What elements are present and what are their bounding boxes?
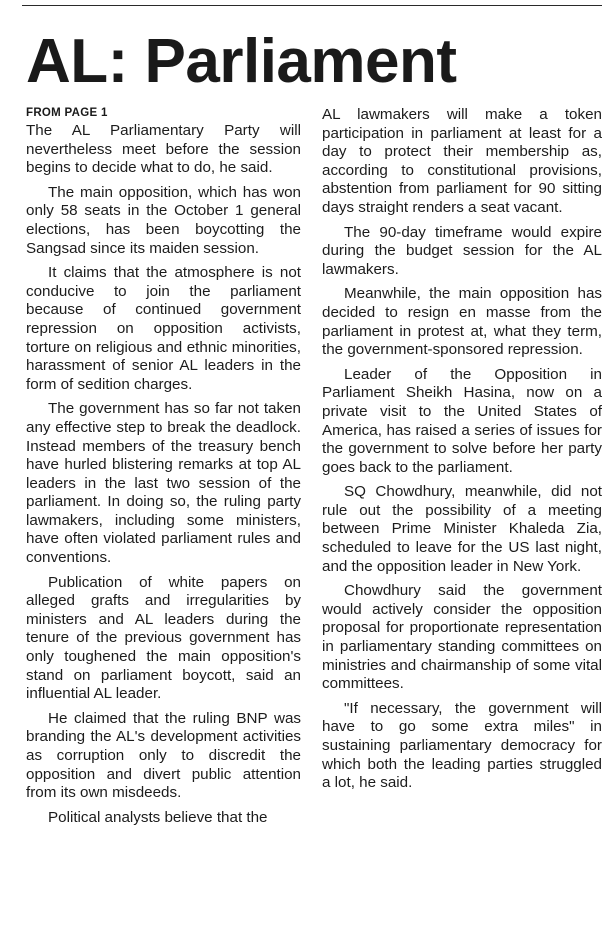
kicker: FROM PAGE 1 <box>26 107 108 119</box>
paragraph: SQ Chowdhury, meanwhile, did not rule out the possibility of a meeting between Prime Minister Khaleda Zia, scheduled to leave for the US last night, and the opposition leader in New York. <box>322 483 602 575</box>
paragraph: Leader of the Opposition in Parliament Sheikh Hasina, now on a private visit to the United States of America, has raised a series of issues for the government to solve before her party goes back to the parliament. <box>322 365 602 476</box>
left-column <box>26 106 301 833</box>
paragraph: He claimed that the ruling BNP was branding the AL's development activities as corruption only to discredit the opposition and divert public attention from its own misdeeds. <box>26 709 301 802</box>
paragraph: "If necessary, the government will have to go some extra miles" in sustaining parliamentary democracy for which both the leading parties struggled a lot, he said. <box>322 699 602 792</box>
paragraph: Chowdhury said the government would actively consider the opposition proposal for proportionate representation in parliamentary standing committees on ministries and chairmanship of some vital committees. <box>322 582 602 693</box>
right-column <box>322 106 602 799</box>
paragraph: The government has so far not taken any effective step to break the deadlock. Instead members of the treasury bench have hurled blistering remarks at top AL leaders in the last two session of the parliament. In doing so, the ruling party lawmakers, including some ministers, have often violated parliament rules and conventions. <box>26 400 301 567</box>
paragraph: The main opposition, which has won only 58 seats in the October 1 general elections, has been boycotting the Sangsad since its maiden session. <box>26 183 301 257</box>
paragraph: It claims that the atmosphere is not conducive to join the parliament because of continued government repression on opposition activists, torture on religious and ethnic minorities, harassment of senior AL leaders in the form of sedition charges. <box>26 264 301 393</box>
paragraph: The AL Parliamentary Party will nevertheless meet before the session begins to decide what to do, he said. <box>26 122 301 177</box>
paragraph: Meanwhile, the main opposition has decided to resign en masse from the parliament in protest at, what they term, the government-sponsored repression. <box>322 285 602 359</box>
headline: AL: Parliament <box>26 27 457 96</box>
paragraph: Publication of white papers on alleged grafts and irregularities by ministers and AL leaders during the tenure of the previous government has only toughened the main opposition's stand on parliament boycott, said an influential AL leader. <box>26 573 301 703</box>
paragraph: The 90-day timeframe would expire during the budget session for the AL lawmakers. <box>322 223 602 278</box>
top-rule <box>22 5 602 6</box>
paragraph: AL lawmakers will make a token participation in parliament at least for a day to protect their membership as, according to constitutional provisions, abstention from parliament for 90 sitting days straight renders a seat vacant. <box>322 106 602 216</box>
paragraph: Political analysts believe that the <box>48 808 268 826</box>
